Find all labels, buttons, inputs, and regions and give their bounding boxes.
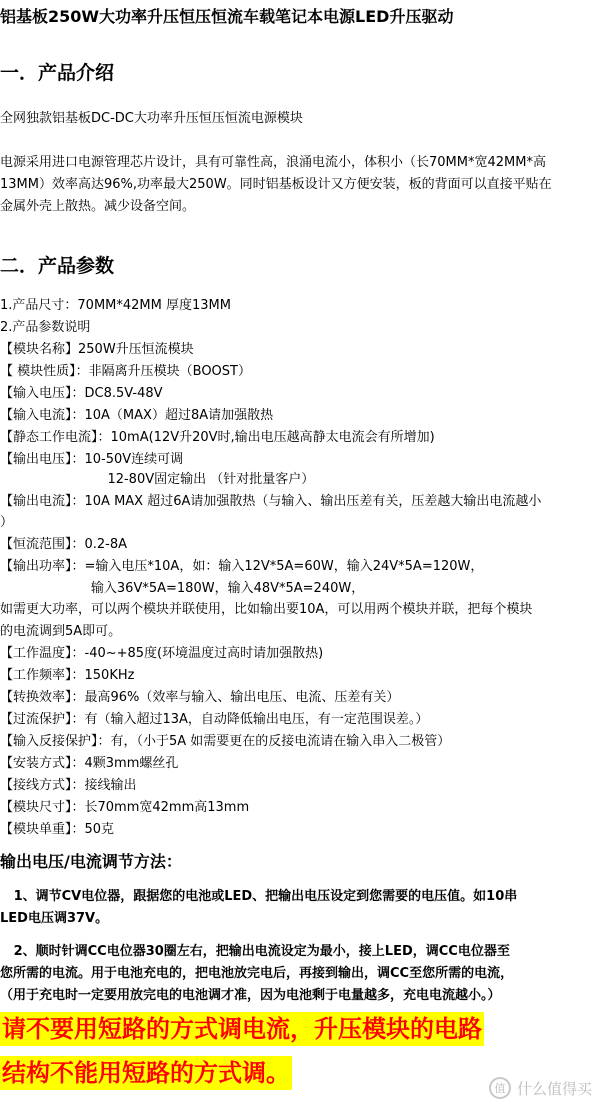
param-line: 【输出电流】：10A MAX 超过6A请加强散热（与输入、输出压差有关，压差越大输出电流越小 xyxy=(0,494,542,509)
param-line: 【安装方式】：4颗3mm螺丝孔 xyxy=(0,756,179,771)
adjust-step-line: 您所需的电流。用于电池充电的，把电池放完电后，再接到输出，调CC至您所需的电流， xyxy=(0,966,514,981)
param-line: 1.产品尺寸：70MM*42MM 厚度13MM xyxy=(0,298,231,313)
param-line: 【恒流范围】：0.2-8A xyxy=(0,537,128,552)
param-line: 【模块单重】：50克 xyxy=(0,822,115,837)
param-line: 【输入电压】：DC8.5V-48V xyxy=(0,386,163,401)
section-heading-params: 二．产品参数 xyxy=(0,255,115,277)
adjust-step-line: 2、顺时针调CC电位器30圈左右，把输出电流设定为最小，接上LED，调CC电位器至 xyxy=(0,944,510,959)
intro-desc-line: 金属外壳上散热。减少设备空间。 xyxy=(0,199,196,214)
param-line: 【工作频率】：150KHz xyxy=(0,668,135,683)
adjust-step-line: LED电压调37V。 xyxy=(0,911,109,926)
adjust-step-line: （用于充电时一定要用放完电的电池调才准，因为电池剩于电量越多，充电电流越小。） xyxy=(0,988,501,1003)
param-line: 【工作温度】：-40~+85度(环境温度过高时请加强散热) xyxy=(0,646,324,661)
adjust-step-line: 1、调节CV电位器，跟据您的电池或LED、把输出电压设定到您需要的电压值。如10串 xyxy=(0,889,518,904)
param-line: 如需更大功率，可以两个模块并联使用，比如输出要10A，可以用两个模块并联，把每个模块 xyxy=(0,602,533,617)
param-line: 【输出功率】：=输入电压*10A，如：输入12V*5A=60W，输入24V*5A=120W， xyxy=(0,559,484,574)
param-line: 【模块名称】250W升压恒流模块 xyxy=(0,342,194,357)
intro-desc-line: 电源采用进口电源管理芯片设计，具有可靠性高，浪涌电流小，体积小（长70MM*宽42MM*高 xyxy=(0,155,546,170)
param-line: 2.产品参数说明 xyxy=(0,320,91,335)
param-line: 的电流调到5A即可。 xyxy=(0,624,122,639)
param-line: 【输入反接保护】：有，（小于5A 如需要更在的反接电流请在输入串入二极管） xyxy=(0,734,451,749)
param-line: 【接线方式】：接线输出 xyxy=(0,778,137,793)
document-title: 铝基板250W大功率升压恒压恒流车载笔记本电源LED升压驱动 xyxy=(0,7,454,26)
smzdm-icon: 值 xyxy=(489,1077,511,1099)
param-line: 12-80V固定输出 （针对批量客户） xyxy=(0,472,315,487)
warning-highlight-line: 结构不能用短路的方式调。 xyxy=(0,1056,292,1090)
section-heading-intro: 一．产品介绍 xyxy=(0,62,115,84)
warning-highlight-line: 请不要用短路的方式调电流，升压模块的电路 xyxy=(0,1012,484,1046)
param-line: 【输入电流】：10A（MAX）超过8A请加强散热 xyxy=(0,408,274,423)
param-line: 【模块尺寸】：长70mm宽42mm高13mm xyxy=(0,800,250,815)
param-line: 【过流保护】：有（输入超过13A，自动降低输出电压，有一定范围误差。） xyxy=(0,712,429,727)
section-heading-adjust: 输出电压/电流调节方法： xyxy=(0,852,182,871)
param-line: 输入36V*5A=180W，输入48V*5A=240W， xyxy=(0,581,365,596)
intro-subtitle: 全网独款铝基板DC-DC大功率升压恒压恒流电源模块 xyxy=(0,111,303,126)
param-line: ） xyxy=(0,515,14,530)
watermark-text: 什么值得买 xyxy=(516,1079,592,1098)
watermark xyxy=(489,1077,592,1099)
param-line: 【输出电压】：10-50V连续可调 xyxy=(0,452,184,467)
intro-desc-line: 13MM）效率高达96%,功率最大250W。同时铝基板设计又方便安装，板的背面可以直接平贴在 xyxy=(0,177,552,192)
param-line: 【静态工作电流】：10mA(12V升20V时,输出电压越高静太电流会有所增加) xyxy=(0,430,435,445)
param-line: 【转换效率】：最高96%（效率与输入、输出电压、电流、压差有关） xyxy=(0,690,400,705)
param-line: 【 模块性质】：非隔离升压模块（BOOST） xyxy=(0,364,251,379)
